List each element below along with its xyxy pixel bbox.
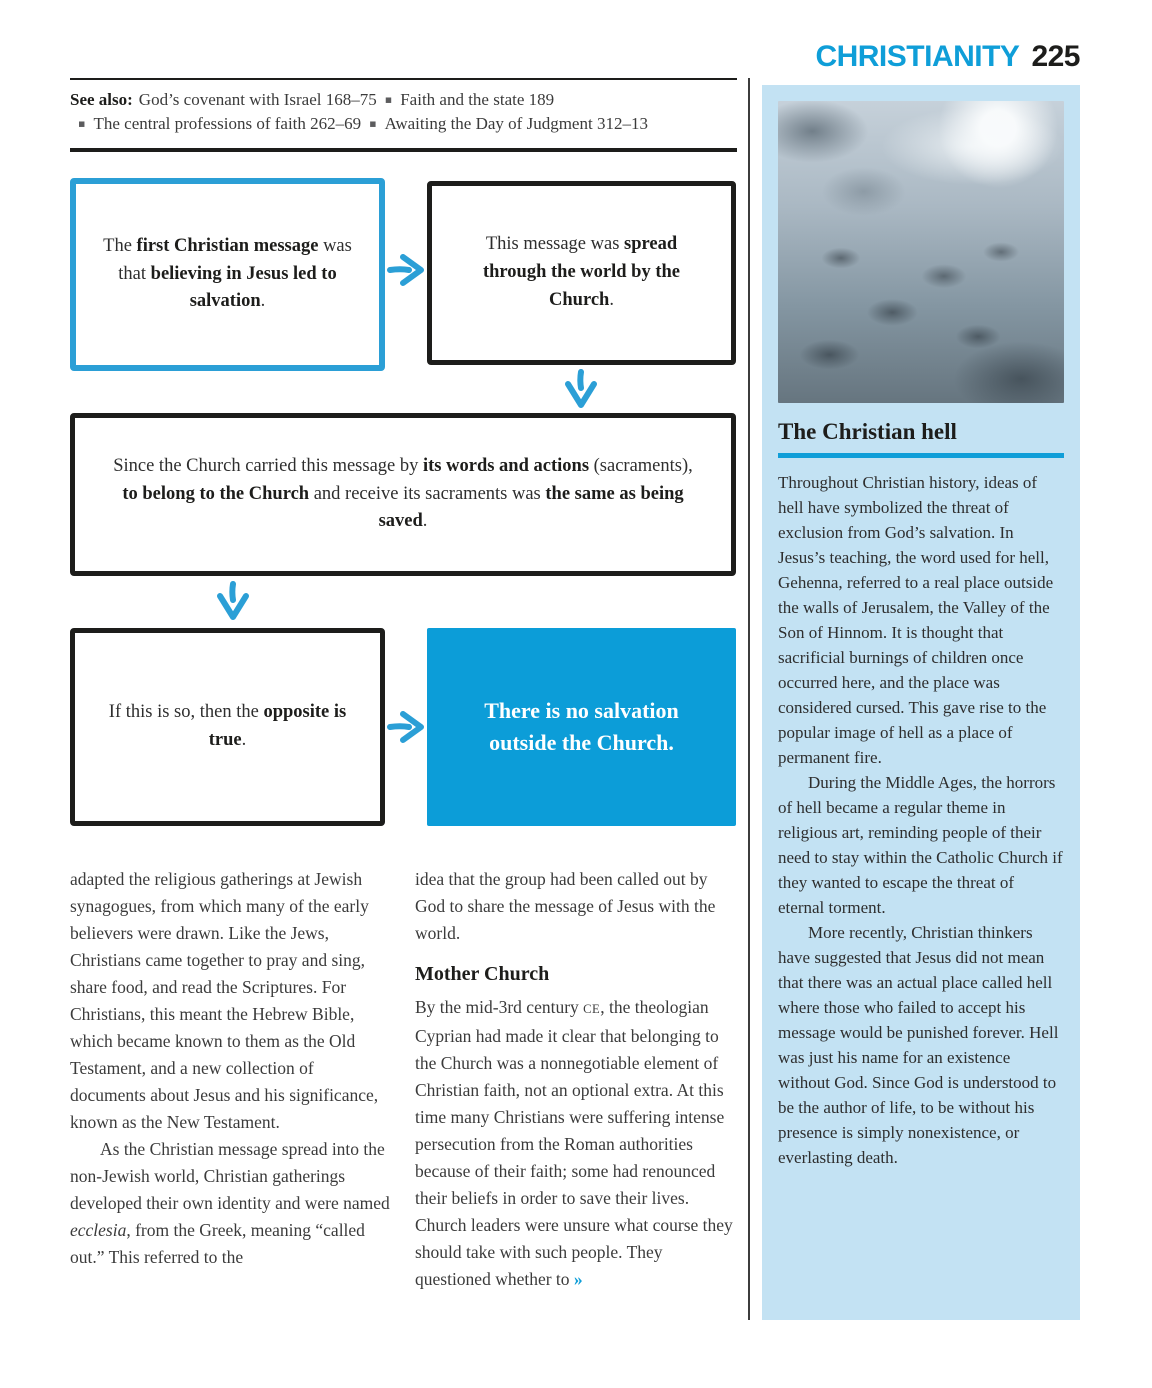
flowchart-box-first-message [70, 178, 385, 371]
article-paragraph: By the mid-3rd century CE, the theologian Cyprian had made it clear that belonging to the Church was a nonnegotiable element of Christian faith, not an optional extra. At this time many Christians were suffering intense persecution from the Roman authorities because of their faith; some had renounced their beliefs in order to save their lives. Church leaders were unsure what course they should take with such people. They questioned whether to » [415, 997, 733, 1289]
sidebar-paragraph: More recently, Christian thinkers have suggested that Jesus did not mean that there was an actual place called hell where those who failed to accept his message would be punished forever. Hell was just his name for an existence without God. Since God is understood to be the author of life, to be without his presence is simply nonexistence, or everlasting death. [778, 923, 1059, 1167]
bullet-icon: ▪ [78, 117, 86, 130]
flowchart-box-text: This message was spread through the world by the Church. [482, 234, 680, 310]
page-number: 225 [1031, 40, 1080, 73]
see-also-item: Faith and the state 189 [400, 90, 555, 109]
column-divider [748, 78, 750, 1320]
flowchart-box-text: If this is so, then the opposite is true. [108, 702, 347, 750]
sidebar-text [778, 470, 1064, 1170]
see-also-label: See also: [70, 90, 133, 109]
arrow-right-icon [387, 250, 427, 290]
section-title: CHRISTIANITY [815, 40, 1020, 73]
see-also [70, 88, 737, 136]
see-also-item: God’s covenant with Israel 168–75 [138, 90, 377, 109]
bullet-icon: ▪ [384, 93, 393, 106]
section-rule [70, 148, 737, 152]
see-also-line [70, 112, 737, 136]
article-paragraph: As the Christian message spread into the non-Jewish world, Christian gatherings developed their own identity and were named ecclesia, from the Greek, meaning “called out.” This referred to the [70, 1139, 390, 1267]
flowchart-box-text: The first Christian message was that believing in Jesus led to salvation. [103, 235, 352, 312]
flowchart-box-text: Since the Church carried this message by its words and actions (sacraments), to belong to the Church and receive its sacraments was the same as being saved. [113, 455, 693, 532]
see-also-item: Awaiting the Day of Judgment 312–13 [384, 114, 648, 133]
hell-painting [778, 101, 1064, 403]
article-paragraph: adapted the religious gatherings at Jewish synagogues, from which many of the early believers were drawn. Like the Jews, Christians came together to pray and sing, share food, and read the Scriptures. For Christians, this meant the Hebrew Bible, which became known to them as the Old Testament, and a new collection of documents about Jesus and his significance, known as the New Testament. [70, 869, 379, 1132]
article-subheading: Mother Church [415, 963, 550, 985]
flowchart-box-sacraments [70, 413, 736, 576]
sidebar-paragraph: During the Middle Ages, the horrors of hell became a regular theme in religious art, reminding people of their need to stay within the Catholic Church if they wanted to escape the threat of eternal torment. [778, 773, 1063, 917]
see-also-line [70, 88, 737, 112]
flowchart-conclusion-text: There is no salvation outside the Church. [484, 698, 679, 755]
see-also-item: The central professions of faith 262–69 [93, 114, 362, 133]
arrow-down-icon [561, 369, 601, 411]
bullet-icon: ▪ [369, 117, 377, 130]
sidebar-panel [762, 85, 1080, 1320]
article-paragraph: idea that the group had been called out by God to share the message of Jesus with the world. [415, 869, 716, 943]
flowchart-box-spread [427, 181, 736, 365]
sidebar-paragraph: Throughout Christian history, ideas of hell have symbolized the threat of exclusion from God’s salvation. In Jesus’s teaching, the word used for hell, Gehenna, referred to a real place outside the walls of Jerusalem, the Valley of the Son of Hinnom. It is thought that sacrificial burnings of children once occurred here, and the place was considered cursed. This gave rise to the popular image of hell as a place of permanent fire. [778, 473, 1054, 767]
arrow-right-icon [387, 707, 427, 747]
arrow-down-icon [213, 581, 253, 623]
sidebar-heading: The Christian hell [778, 419, 1064, 458]
flowchart-box-opposite [70, 628, 385, 826]
article-column-left [70, 866, 390, 1271]
page-header [815, 40, 1080, 74]
flowchart-box-conclusion [427, 628, 736, 826]
article-column-right [415, 866, 737, 1293]
top-rule [70, 78, 737, 80]
